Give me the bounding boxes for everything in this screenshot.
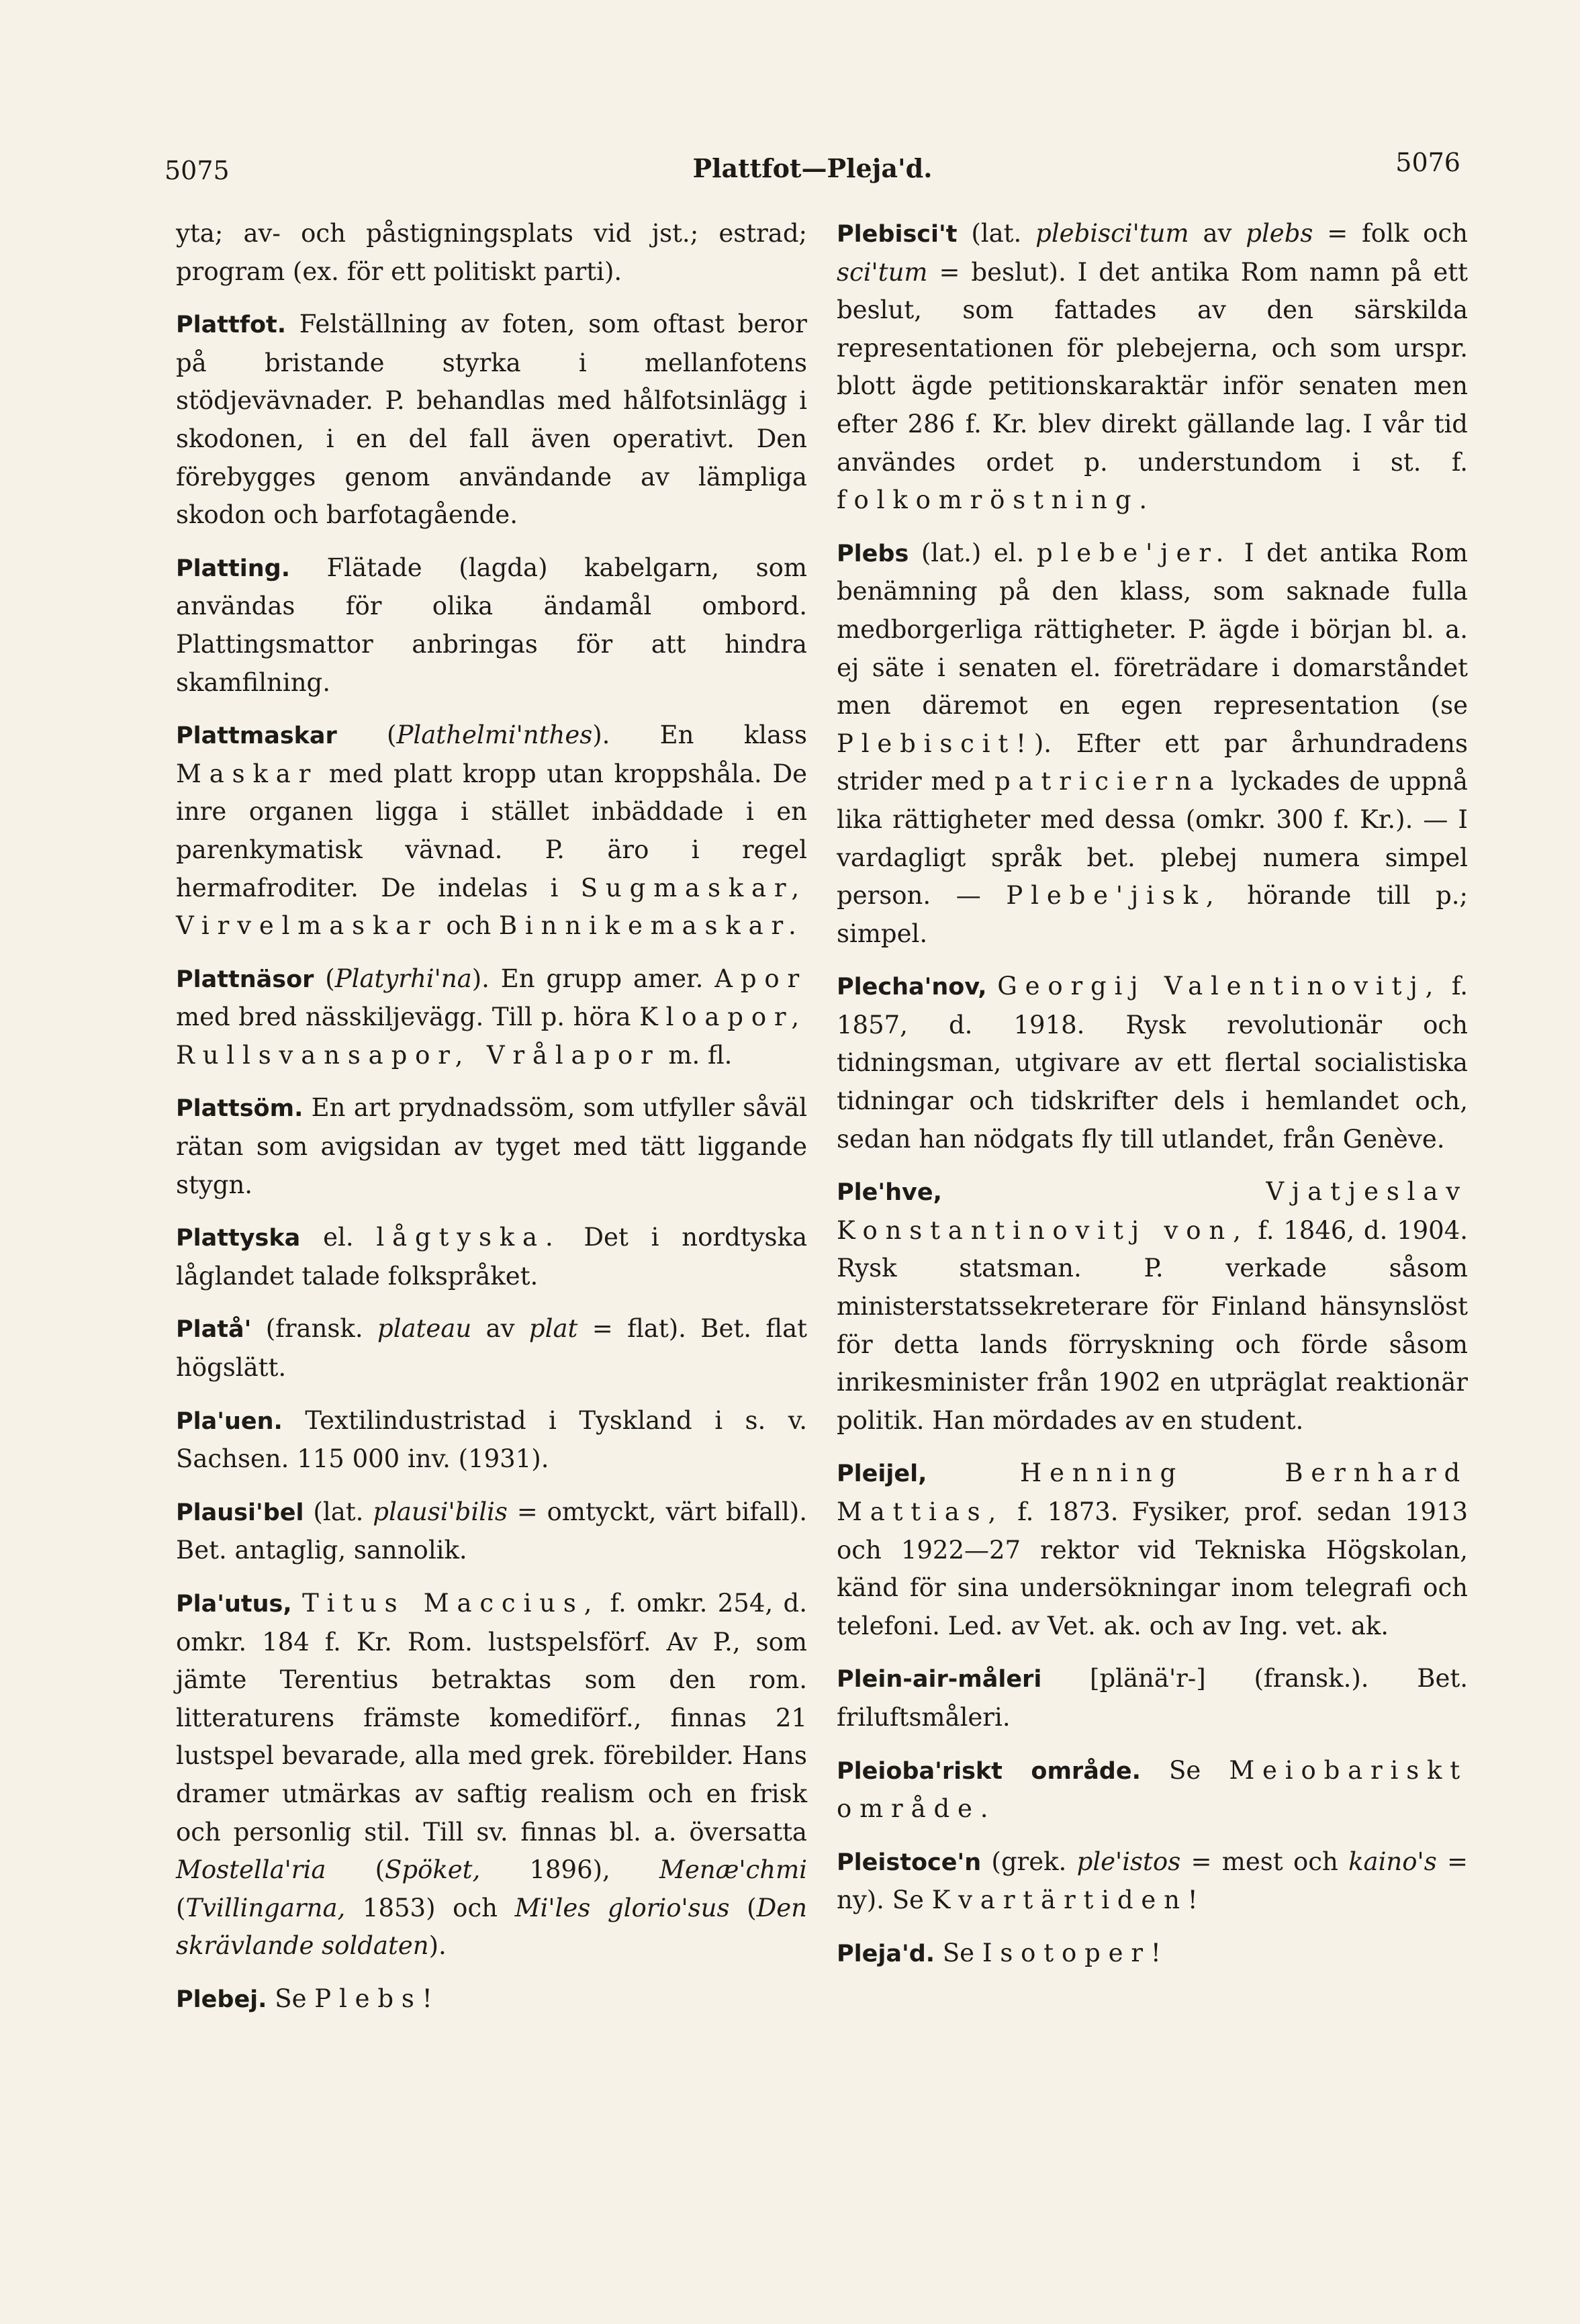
entry-pleiobariskt-omrade: Pleioba'riskt område. Se Meiobariskt område. — [837, 1755, 1468, 1824]
headword: Platting. — [176, 555, 290, 582]
page-header — [165, 148, 1460, 188]
entry-pleijel: Pleijel, Henning Bernhard Mattias, f. 1873. Fysiker, prof. sedan 1913 och 1922—27 rektor vid Tekniska Högskolan, känd för sina undersökningar inom telegrafi och telefoni. Led. av Vet. ak. och av Ing. vet. ak. — [837, 1458, 1468, 1640]
left-page-number: 5075 — [165, 156, 230, 185]
entry-plebiscit: Plebisci't (lat. plebisci'tum av plebs = folk och sci'tum = beslut). I det antika Rom namn på ett beslut, som fattades av den särskilda representationen för plebejerna, och som urspr. blott ägde petitionskaraktär inför senaten men efter 286 f. Kr. blev direkt gällande lag. I vår tid användes ordet p. understundom i st. f. folkomröstning. — [837, 219, 1469, 515]
entry-plattfot: Plattfot. Felställning av foten, som oftast beror på bristande styrka i mellanfotens stödjevävnader. P. behandlas med hålfotsinlägg i skodonen, i en del fall även operativt. Den förebygges genom användande av lämpliga skodon och barfotagående. — [176, 310, 807, 530]
person-name: Georgij Valentinovitj, — [997, 972, 1442, 1001]
cross-reference: Virvelmaskar — [176, 911, 438, 941]
person-name: Titus Maccius, — [302, 1589, 600, 1618]
headword: Plein-air-måleri — [837, 1666, 1042, 1693]
entry-plauen: Pla'uen. Textilindustristad i Tyskland i s. v. Sachsen. 115 000 inv. (1931). — [176, 1405, 807, 1474]
cross-reference: patricierna — [994, 767, 1222, 796]
cross-reference: Isotoper! — [982, 1938, 1169, 1967]
cross-reference: plebe'jer. — [1036, 538, 1232, 567]
headword: Plecha'nov, — [837, 974, 987, 1001]
entry-plata: Platå' (fransk. plateau av plat = flat). Bet. flat högslätt. — [176, 1314, 807, 1383]
headword: Pleistoce'n — [837, 1849, 982, 1876]
headword: Pla'utus, — [176, 1591, 292, 1618]
headword: Pleijel, — [837, 1460, 927, 1488]
headword: Plattsöm. — [176, 1095, 304, 1123]
cross-reference: folkomröstning. — [837, 485, 1155, 515]
entry-plattnasor: Plattnäsor (Platyrhi'na). En grupp amer. Apor med bred nässkiljevägg. Till p. höra Kloapor, Rullsvansapor, Vrålapor m. fl. — [176, 964, 808, 1070]
headword: Plebisci't — [837, 221, 958, 248]
running-head: Plattfot—Pleja'd. — [692, 153, 933, 183]
headword: Plattfot. — [176, 312, 287, 339]
cross-reference: Kvartärtiden! — [931, 1886, 1206, 1915]
cross-reference: Apor — [714, 964, 808, 993]
person-name: Vjatjeslav Konstantinovitj von, — [837, 1177, 1468, 1245]
cross-reference: lågtyska. — [376, 1223, 561, 1252]
headword: Ple'hve, — [837, 1179, 942, 1207]
person-name: Henning Bernhard Mattias, — [837, 1458, 1468, 1526]
cross-reference: Meiobariskt område. — [837, 1755, 1468, 1824]
entry-plebej: Plebej. Se Plebs! — [176, 1984, 440, 2013]
cross-reference: Plebs! — [314, 1984, 440, 2013]
left-column — [176, 215, 807, 2034]
cross-reference: Sugmaskar, — [580, 873, 807, 902]
entry-platting: Platting. Flätade (lagda) kabelgarn, som användas för olika ändamål ombord. Plattingsmattor anbringas för att hindra skamfilning. — [176, 553, 807, 697]
entry-continuation: yta; av- och påstigningsplats vid jst.; estrad; program (ex. för ett politiskt parti). — [176, 219, 807, 286]
entry-plehve: Ple'hve, Vjatjeslav Konstantinovitj von, f. 1846, d. 1904. Rysk statsman. P. verkade såsom ministerstatssekreterare för Finland hänsynslöst för detta lands förryskning och förde såsom inrikesminister från 1902 en utpräglat reaktionär politik. Han mördades av en student. — [837, 1177, 1468, 1435]
entry-plejad: Pleja'd. Se Isotoper! — [837, 1938, 1169, 1967]
entry-plebs: Plebs (lat.) el. plebe'jer. I det antika Rom benämning på den klass, som saknade fulla medborgerliga rättigheter. P. ägde i början bl. a. ej säte i senaten el. företrädare i domarståndet men däremot en egen representation (se Plebiscit!). Efter ett par århundradens strider med patricierna lyckades de uppnå lika rättigheter med dessa (omkr. 300 f. Kr.). — I vardagligt språk bet. plebej numera simpel person. — Plebe'jisk, hörande till p.; simpel. — [837, 538, 1469, 948]
entry-plattmaskar: Plattmaskar (Plathelmi'nthes). En klass Maskar med platt kropp utan kroppshåla. De inre organen ligga i stället inbäddade i en parenkymatisk vävnad. P. äro i regel hermafroditer. De indelas i Sugmaskar, Virvelmaskar och Binnikemaskar. — [176, 721, 807, 941]
cross-reference: Maskar — [176, 759, 319, 788]
entry-plautus: Pla'utus, Titus Maccius, f. omkr. 254, d. omkr. 184 f. Kr. Rom. lustspelsförf. Av P., som jämte Terentius betraktas som den rom. litteraturens främste komediförf., finnas 21 lustspel bevarade, alla med grek. förebilder. Hans dramer utmärkas av saftig realism och en frisk och personlig stil. Till sv. finnas bl. a. översatta Mostella'ria (Spöket, 1896), Menæ'chmi (Tvillingarna, 1853) och Mi'les glorio'sus (Den skrävlande soldaten). — [176, 1589, 807, 1961]
headword: Plattnäsor — [176, 966, 314, 993]
entry-plattyska: Plattyska el. lågtyska. Det i nordtyska låglandet talade folkspråket. — [176, 1223, 808, 1291]
headword: Plattmaskar — [176, 723, 337, 750]
right-page-number: 5076 — [1395, 148, 1460, 177]
entry-plechanov: Plecha'nov, Georgij Valentinovitj, f. 1857, d. 1918. Rysk revolutionär och tidningsman, utgivare av ett flertal socialistiska tidningar och tidskrifter dels i hemlandet och, sedan han nödgats fly till utlandet, från Genève. — [837, 972, 1468, 1154]
headword: Plausi'bel — [176, 1499, 304, 1526]
headword: Plebs — [837, 540, 909, 567]
entry-plattsom: Plattsöm. En art prydnadssöm, som utfyller såväl rätan som avigsidan av tyget med tätt liggande stygn. — [176, 1093, 807, 1199]
headword: Plebej. — [176, 1986, 267, 2013]
headword: Pleja'd. — [837, 1940, 935, 1967]
headword: Plattyska — [176, 1225, 301, 1252]
entry-plausibel: Plausi'bel (lat. plausi'bilis = omtyckt, värt bifall). Bet. antaglig, sannolik. — [176, 1497, 807, 1565]
headword: Pleioba'riskt område. — [837, 1757, 1141, 1785]
right-column — [837, 215, 1468, 1988]
cross-reference: Plebiscit! — [837, 729, 1034, 758]
cross-reference: Plebe'jisk, — [1006, 881, 1222, 911]
headword: Platå' — [176, 1316, 252, 1344]
entry-plein-air-maleri: Plein-air-måleri [plänä'r-] (fransk.). Bet. friluftsmåleri. — [837, 1664, 1468, 1732]
cross-reference: Kloapor, Rullsvansapor, Vrålapor — [176, 1003, 807, 1070]
cross-reference: Binnikemaskar. — [498, 911, 804, 941]
entry-pleistocen: Pleistoce'n (grek. ple'istos = mest och kaino's = ny). Se Kvartärtiden! — [837, 1847, 1468, 1915]
headword: Pla'uen. — [176, 1407, 283, 1435]
